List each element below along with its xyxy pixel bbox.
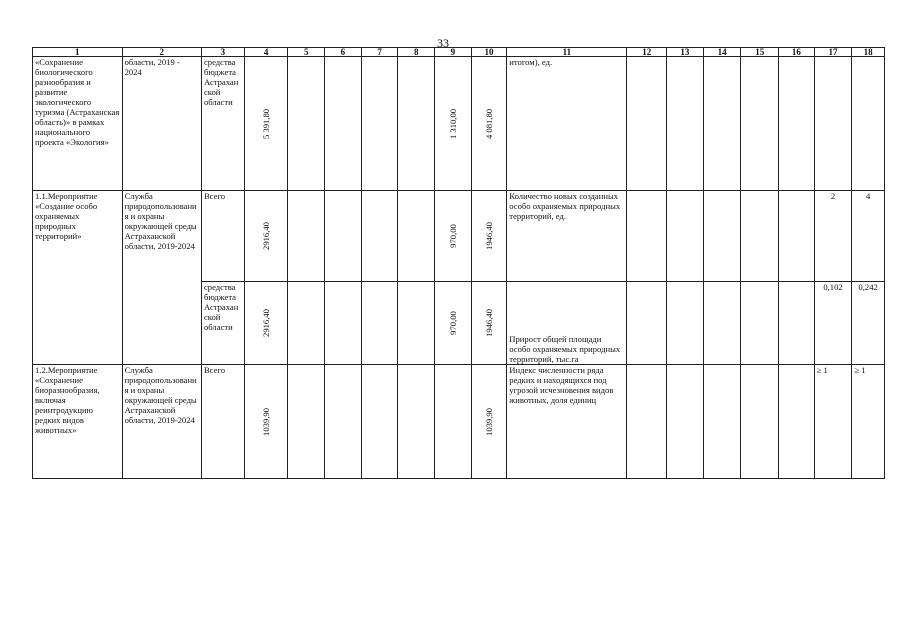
empty-cell (667, 282, 704, 365)
empty-cell (703, 57, 741, 191)
empty-cell (779, 365, 815, 479)
col-header-14: 14 (703, 48, 741, 57)
empty-cell (361, 57, 398, 191)
empty-cell (435, 365, 472, 479)
empty-cell (779, 282, 815, 365)
amount-2024-cell (471, 282, 507, 365)
col-header-11: 11 (507, 48, 627, 57)
col-header-5: 5 (288, 48, 325, 57)
target-value-2024: ≥ 1 (852, 365, 885, 479)
amount-2023: 970,00 (447, 224, 458, 248)
program-table (32, 47, 885, 479)
empty-cell (325, 57, 362, 191)
empty-cell (779, 57, 815, 191)
col-header-17: 17 (814, 48, 852, 57)
indicator-cell: Индекс численности ряда редких и находящихся под угрозой исчезновения видов животных, доля единиц (507, 365, 627, 479)
col-header-12: 12 (627, 48, 667, 57)
executor-cell: Служба природопользования и охраны окружающей среды Астраханской области, 2019-2024 (122, 191, 201, 365)
empty-cell (398, 365, 435, 479)
empty-cell (703, 282, 741, 365)
funding-source: средства бюджета Астраханской области (201, 282, 244, 365)
empty-cell (667, 365, 704, 479)
amount-2024-cell (471, 365, 507, 479)
target-value-2024: 0,242 (852, 282, 885, 365)
target-value-2023: 0,102 (814, 282, 852, 365)
empty-cell (627, 365, 667, 479)
empty-cell (361, 282, 398, 365)
empty-cell (288, 282, 325, 365)
target-value-2024: 4 (852, 191, 885, 282)
indicator-cell: итогом), ед. (507, 57, 627, 191)
empty-cell (741, 282, 779, 365)
amount-2023: 970,00 (447, 311, 458, 335)
event-name: 1.1.Мероприятие «Создание особо охраняемых природных территорий» (33, 191, 123, 365)
empty-cell (703, 365, 741, 479)
amount-total-cell (244, 365, 288, 479)
amount-total: 1039,90 (261, 407, 272, 436)
empty-cell (703, 191, 741, 282)
funding-source: Всего (201, 365, 244, 479)
empty-cell (667, 57, 704, 191)
amount-2024-cell (471, 191, 507, 282)
empty-cell (398, 57, 435, 191)
col-header-6: 6 (325, 48, 362, 57)
amount-2024: 4 081,80 (483, 108, 494, 139)
empty-cell (325, 365, 362, 479)
empty-cell (741, 365, 779, 479)
col-header-16: 16 (779, 48, 815, 57)
empty-cell (627, 191, 667, 282)
amount-total-cell (244, 191, 288, 282)
empty-cell (325, 191, 362, 282)
event-name: 1.2.Мероприятие «Сохранение биоразнообразия, включая реинтродукцию редких видов животных» (33, 365, 123, 479)
amount-2024: 1946,40 (483, 309, 494, 337)
page-number: 33 (437, 36, 449, 50)
indicator-cell: Количество новых созданных особо охраняемых природных территорий, ед. (507, 191, 627, 282)
empty-cell (288, 57, 325, 191)
amount-2023-cell (435, 191, 472, 282)
funding-source: Всего (201, 191, 244, 282)
amount-2023: 1 310,00 (447, 108, 458, 139)
executor-cell: Служба природопользования и охраны окружающей среды Астраханской области, 2019-2024 (122, 365, 201, 479)
empty-cell (325, 282, 362, 365)
col-header-9: 9 (435, 48, 472, 57)
amount-total-cell (244, 57, 288, 191)
amount-total: 2916,40 (261, 309, 272, 337)
amount-2023-cell (435, 57, 472, 191)
amount-2024-cell (471, 57, 507, 191)
empty-cell (741, 57, 779, 191)
empty-cell (741, 191, 779, 282)
col-header-7: 7 (361, 48, 398, 57)
empty-cell (398, 282, 435, 365)
col-header-15: 15 (741, 48, 779, 57)
target-value-2023: ≥ 1 (814, 365, 852, 479)
table-row (33, 365, 885, 479)
event-name: «Сохранение биологического разнообразия и развитие экологического туризма (Астраханская область)» в рамках национального проекта «Экология» (33, 57, 123, 191)
col-header-8: 8 (398, 48, 435, 57)
empty-cell (398, 191, 435, 282)
empty-cell (288, 365, 325, 479)
empty-cell (627, 282, 667, 365)
table-row (33, 57, 885, 191)
empty-cell (779, 191, 815, 282)
col-header-13: 13 (667, 48, 704, 57)
header-row (33, 48, 885, 57)
empty-cell (288, 191, 325, 282)
amount-2023-cell (435, 282, 472, 365)
table-row (33, 191, 885, 282)
empty-cell (814, 57, 852, 191)
executor-cell: области, 2019 - 2024 (122, 57, 201, 191)
empty-cell (627, 57, 667, 191)
col-header-2: 2 (122, 48, 201, 57)
col-header-10: 10 (471, 48, 507, 57)
amount-total: 2916,40 (261, 222, 272, 250)
funding-source: средства бюджета Астраханской области (201, 57, 244, 191)
empty-cell (361, 191, 398, 282)
col-header-4: 4 (244, 48, 288, 57)
amount-2024: 1039,90 (483, 407, 494, 436)
col-header-18: 18 (852, 48, 885, 57)
amount-2024: 1946,40 (483, 222, 494, 250)
indicator-cell: Прирост общей площади особо охраняемых природных территорий, тыс.га (507, 282, 627, 365)
empty-cell (852, 57, 885, 191)
amount-total-cell (244, 282, 288, 365)
empty-cell (361, 365, 398, 479)
target-value-2023: 2 (814, 191, 852, 282)
amount-total: 5 391,80 (261, 108, 272, 139)
empty-cell (667, 191, 704, 282)
col-header-1: 1 (33, 48, 123, 57)
col-header-3: 3 (201, 48, 244, 57)
